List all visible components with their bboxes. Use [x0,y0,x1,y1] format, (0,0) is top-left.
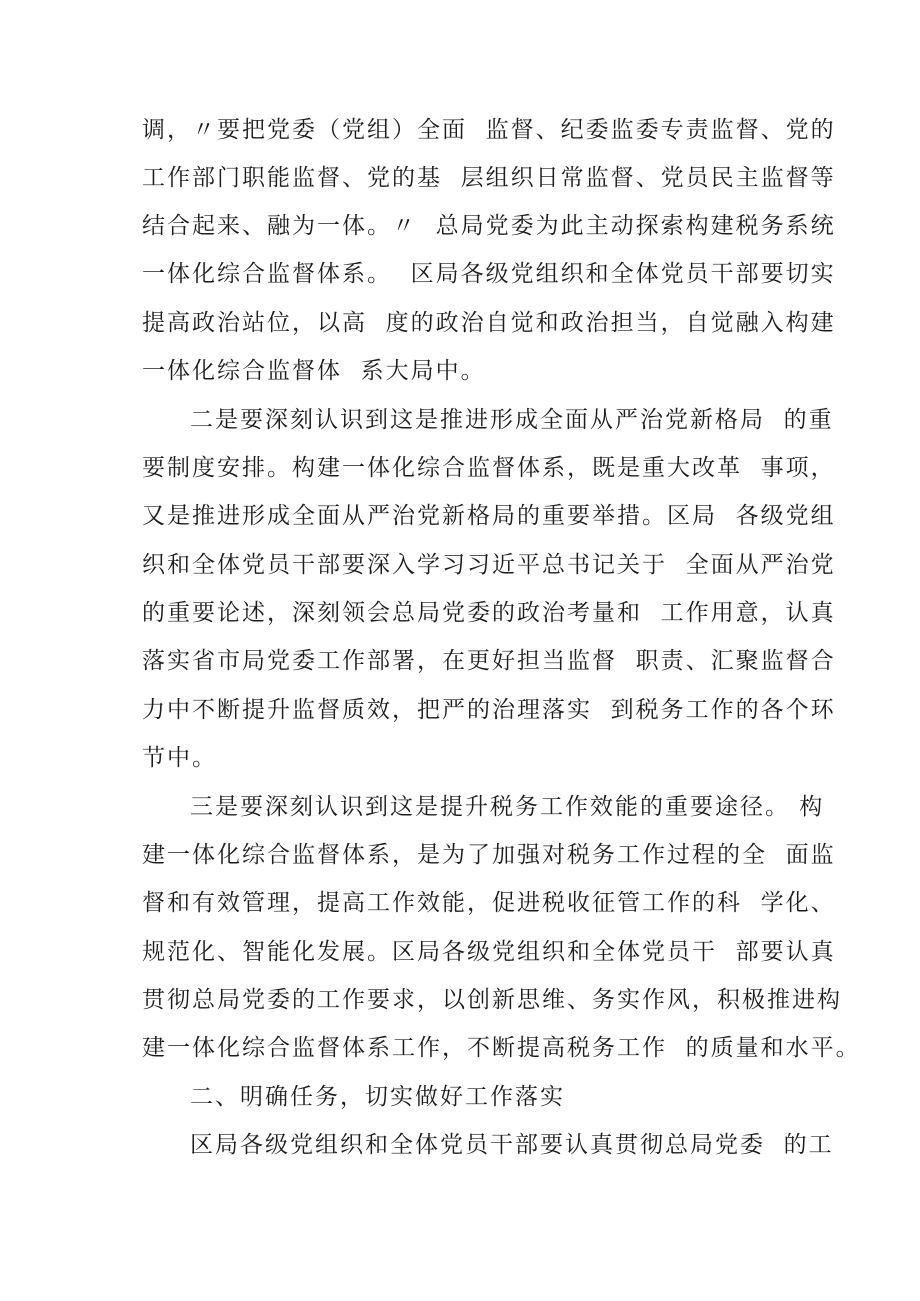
paragraph-3-first-line: 三是要深刻认识到这是提升税务工作效能的重要途径。 构 [190,794,825,820]
paragraph-4-first-line: 区局各级党组织和全体党员干部要认真贯彻总局党委 的工 [190,1132,834,1158]
text-line-4: 一体化综合监督体系。 区局各级党组织和全体党员干部要切实 [142,261,836,287]
section-heading-2: 二、明确任务，切实做好工作落实 [190,1084,565,1110]
text-line-18: 规范化、智能化发展。区局各级党组织和全体党员干 部要认真 [142,939,836,965]
paragraph-2-first-line: 二是要深刻认识到这是推进形成全面从严治党新格局 的重 [190,407,834,433]
text-line-3: 结合起来、融为一体。〃 总局党委为此主动探索构建税务系统 [142,213,836,239]
text-line-10: 织和全体党员干部要深入学习习近平总书记关于 全面从严治党 [142,552,836,578]
text-line-5: 提高政治站位，以高 度的政治自觉和政治担当，自觉融入构建 [142,310,836,336]
text-line-2: 工作部门职能监督、党的基 层组织日常监督、党员民主监督等 [142,165,836,191]
text-line-16: 建一体化综合监督体系，是为了加强对税务工作过程的全 面监 [142,842,836,868]
text-line-13: 力中不断提升监督质效，把严的治理落实 到税务工作的各个环 [142,697,836,723]
text-line-17: 督和有效管理，提高工作效能，促进税收征管工作的科 学化、 [142,890,836,916]
text-line-19: 贯彻总局党委的工作要求，以创新思维、务实作风，积极推进构 [142,987,842,1013]
text-line-6: 一体化综合监督体 系大局中。 [142,358,486,384]
text-line-20: 建一体化综合监督体系工作，不断提高税务工作 的质量和水平。 [142,1035,861,1061]
text-line-11: 的重要论述，深刻领会总局党委的政治考量和 工作用意，认真 [142,600,836,626]
text-line-9: 又是推进形成全面从严治党新格局的重要举措。区局 各级党组 [142,503,836,529]
text-line-8: 要制度安排。构建一体化综合监督体系，既是重大改革 事项， [142,455,836,481]
text-line-14: 节中。 [142,745,217,771]
text-line-12: 落实省市局党委工作部署，在更好担当监督 职责、汇聚监督合 [142,648,836,674]
text-line-1: 调，〃要把党委（党组）全面 监督、纪委监委专责监督、党的 [142,117,836,143]
